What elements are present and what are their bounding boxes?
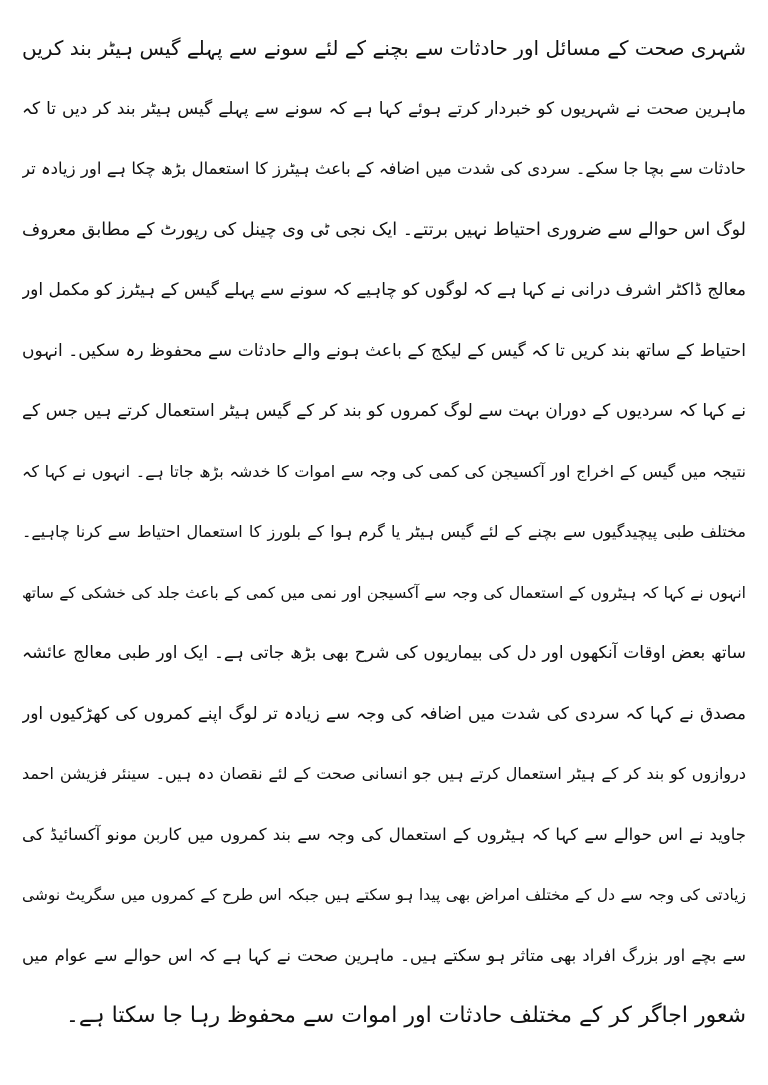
text-line: احتیاط کے ساتھ بند کریں تا کہ گیس کے لیکج کے باعث ہونے والے حادثات سے محفوظ رہ سکیں۔ انہوں: [22, 340, 746, 361]
text-line: نے کہا کہ سردیوں کے دوران بہت سے لوگ کمروں کو بند کر کے گیس ہیٹر استعمال کرتے ہیں جس کے: [22, 401, 746, 421]
text-line: انہوں نے کہا کہ ہیٹروں کے استعمال کی وجہ سے آکسیجن اور نمی میں کمی کے باعث جلد کی خشکی کے ساتھ: [22, 583, 746, 602]
text-line: مختلف طبی پیچیدگیوں سے بچنے کے لئے گیس ہیٹر یا گرم ہوا کے بلورز کا استعمال احتیاط سے کرنا چاہیے۔: [22, 522, 746, 541]
text-line: لوگ اس حوالے سے ضروری احتیاط نہیں برتتے۔ ایک نجی ٹی وی چینل کی رپورٹ کے مطابق معروف: [22, 219, 746, 240]
text-line: مصدق نے کہا کہ سردی کی شدت میں اضافہ کی وجہ سے زیادہ تر لوگ اپنے کمروں کی کھڑکیوں اور: [22, 703, 746, 724]
text-line: ساتھ بعض اوقات آنکھوں اور دل کی بیماریوں کی شرح بھی بڑھ جاتی ہے۔ ایک اور طبی معالج عائشہ: [22, 643, 746, 663]
text-line: شعور اجاگر کر کے مختلف حادثات اور اموات سے محفوظ رہا جا سکتا ہے۔: [66, 1003, 746, 1028]
text-line: شہری صحت کے مسائل اور حادثات سے بچنے کے لئے سونے سے پہلے گیس ہیٹر بند کریں: [22, 36, 746, 60]
text-line: معالج ڈاکٹر اشرف درانی نے کہا ہے کہ لوگوں کو چاہیے کہ سونے سے پہلے گیس کے ہیٹرز کو مکمل اور: [22, 280, 746, 300]
text-line: سے بچے اور بزرگ افراد بھی متاثر ہو سکتے ہیں۔ ماہرین صحت نے کہا ہے کہ اس حوالے سے عوام میں: [22, 945, 746, 965]
text-line: حادثات سے بچا جا سکے۔ سردی کی شدت میں اضافہ کے باعث ہیٹرز کا استعمال بڑھ چکا ہے اور زیادہ تر: [22, 159, 746, 178]
article-body: [22, 28, 746, 1057]
text-line: زیادتی کی وجہ سے دل کے مختلف امراض بھی پیدا ہو سکتے ہیں جبکہ اس طرح کے کمروں میں سگریٹ نوشی: [22, 886, 746, 904]
text-line: ماہرین صحت نے شہریوں کو خبردار کرتے ہوئے کہا ہے کہ سونے سے پہلے گیس ہیٹر بند کر دیں تا کہ: [22, 98, 746, 119]
text-line: نتیجہ میں گیس کے اخراج اور آکسیجن کی کمی کی وجہ سے اموات کا خدشہ بڑھ جاتا ہے۔ انہوں نے کہا کہ: [22, 461, 746, 481]
text-line: جاوید نے اس حوالے سے کہا کہ ہیٹروں کے استعمال کی وجہ سے بند کمروں میں کاربن مونو آکسائیڈ کی: [22, 824, 746, 844]
text-line: دروازوں کو بند کر کے ہیٹر استعمال کرتے ہیں جو انسانی صحت کے لئے نقصان دہ ہیں۔ سینئر فزیشن احمد: [22, 764, 746, 783]
